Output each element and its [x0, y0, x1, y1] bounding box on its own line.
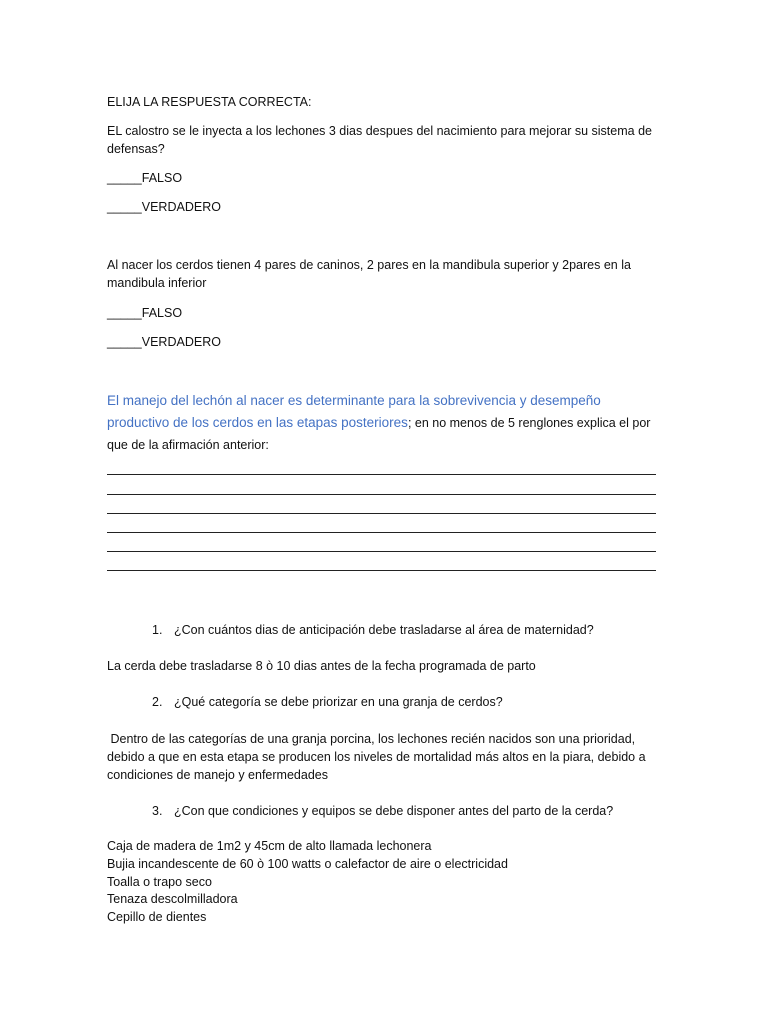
- answer-line: [107, 551, 656, 552]
- equipment-item: Tenaza descolmilladora: [107, 892, 238, 906]
- essay-question: [107, 390, 655, 456]
- question-2-option-false: _____FALSO: [107, 306, 183, 320]
- instruction-heading: ELIJA LA RESPUESTA CORRECTA:: [107, 95, 312, 109]
- equipment-item: Cepillo de dientes: [107, 910, 207, 924]
- numbered-question-3: [152, 802, 613, 820]
- answer-line: [107, 494, 656, 495]
- answer-line: [107, 513, 656, 514]
- question-number: 2.: [152, 695, 163, 709]
- essay-highlight: El manejo del lechón al nacer es determinante para la sobrevivencia y desempeño productivo de los cerdos en las etapas posteriores: [107, 393, 601, 430]
- question-1-option-true: _____VERDADERO: [107, 200, 221, 214]
- question-text: ¿Con cuántos dias de anticipación debe trasladarse al área de maternidad?: [174, 623, 594, 637]
- answer-1: La cerda debe trasladarse 8 ò 10 dias antes de la fecha programada de parto: [107, 659, 536, 673]
- equipment-item: Caja de madera de 1m2 y 45cm de alto llamada lechonera: [107, 839, 432, 853]
- equipment-item: Bujia incandescente de 60 ò 100 watts o calefactor de aire o electricidad: [107, 857, 508, 871]
- answer-line: [107, 570, 656, 571]
- answer-2: Dentro de las categorías de una granja porcina, los lechones recién nacidos son una prioridad, debido a que en esta etapa se producen los niveles de mortalidad más altos en la piara, debido a condiciones de manejo y enfermedades: [107, 732, 650, 782]
- numbered-question-1: [152, 621, 594, 639]
- answer-line: [107, 474, 656, 475]
- question-number: 3.: [152, 804, 163, 818]
- question-2-option-true: _____VERDADERO: [107, 335, 221, 349]
- question-2-text: Al nacer los cerdos tienen 4 pares de caninos, 2 pares en la mandibula superior y 2pares en la mandibula inferior: [107, 258, 631, 290]
- question-text: ¿Con que condiciones y equipos se debe disponer antes del parto de la cerda?: [174, 804, 614, 818]
- question-number: 1.: [152, 623, 163, 637]
- question-text: ¿Qué categoría se debe priorizar en una granja de cerdos?: [174, 695, 503, 709]
- question-1-text: EL calostro se le inyecta a los lechones 3 dias despues del nacimiento para mejorar su sistema de defensas?: [107, 124, 652, 156]
- question-1-option-false: _____FALSO: [107, 171, 183, 185]
- equipment-item: Toalla o trapo seco: [107, 875, 212, 889]
- essay-prompt: ; en no menos de 5 renglones explica el por que de la afirmación anterior:: [107, 416, 651, 452]
- numbered-question-2: [152, 693, 503, 711]
- answer-line: [107, 532, 656, 533]
